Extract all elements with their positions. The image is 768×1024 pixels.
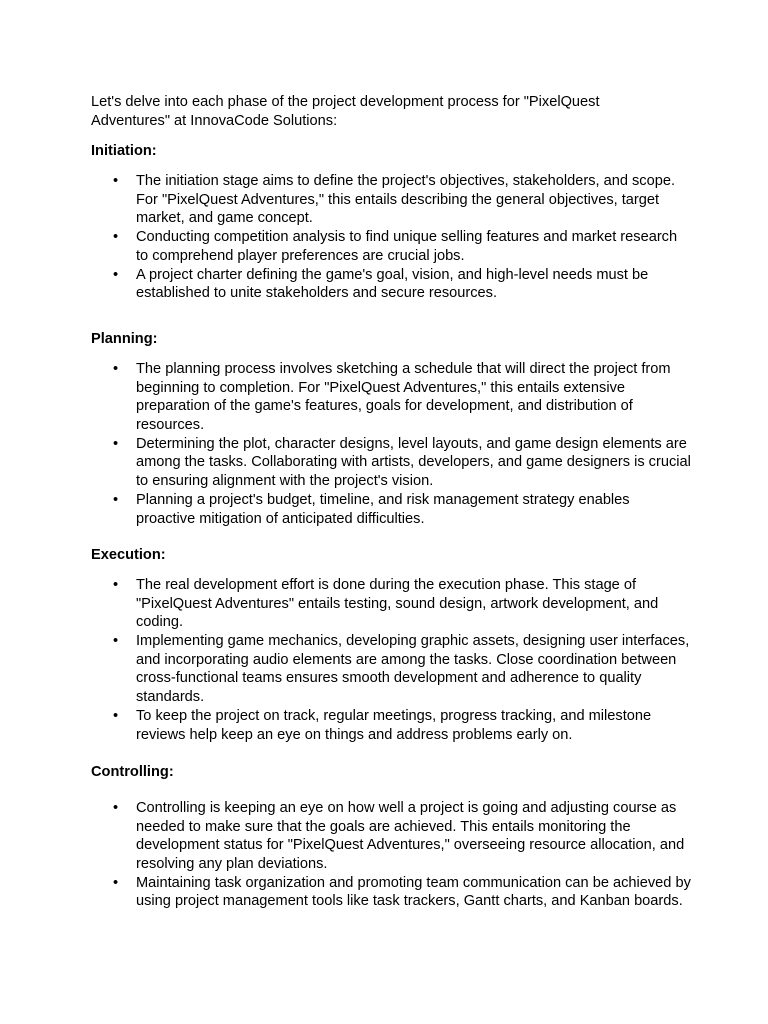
execution-list: [91, 576, 691, 745]
list-item: [91, 707, 691, 744]
list-item-text: The real development effort is done during the execution phase. This stage of "PixelQuest Adventures" entails testing, sound design, artwork development, and coding.: [136, 577, 659, 631]
planning-list: [91, 360, 691, 529]
list-item-text: The planning process involves sketching a schedule that will direct the project from beginning to completion. For "PixelQuest Adventures," this entails extensive preparation of the game's features, goals for development, and distribution of resources.: [136, 361, 671, 433]
bullet-icon: •: [113, 800, 119, 816]
bullet-icon: •: [113, 633, 119, 650]
list-item-text: A project charter defining the game's goal, vision, and high-level needs must be established to unite stakeholders and secure resources.: [136, 266, 649, 302]
controlling-list: [91, 799, 691, 911]
bullet-icon: •: [113, 577, 119, 593]
list-item: [91, 491, 691, 528]
list-item-text: Controlling is keeping an eye on how well a project is going and adjusting course as needed to make sure that the goals are achieved. This entails monitoring the development status for "PixelQuest Adventures," overseeing resource allocation, and resolving any plan deviations.: [136, 800, 685, 872]
heading-initiation: Initiation:: [91, 143, 157, 159]
intro-paragraph: Let's delve into each phase of the project development process for "PixelQuest Adventures" at InnovaCode Solutions:: [91, 94, 600, 129]
bullet-icon: •: [113, 229, 119, 246]
list-item-text: Conducting competition analysis to find unique selling features and market research to comprehend player preferences are crucial jobs.: [136, 229, 678, 264]
list-item-text: To keep the project on track, regular meetings, progress tracking, and milestone reviews help keep an eye on things and address problems early on.: [136, 707, 652, 743]
bullet-icon: •: [113, 874, 119, 891]
bullet-icon: •: [113, 173, 119, 189]
list-item-text: The initiation stage aims to define the project's objectives, stakeholders, and scope. For "PixelQuest Adventures," this entails describing the general objectives, target market, and game concept.: [136, 173, 676, 227]
bullet-icon: •: [113, 491, 119, 508]
list-item: [91, 360, 691, 434]
heading-execution: Execution:: [91, 547, 166, 563]
list-item: [91, 576, 691, 632]
list-item-text: Planning a project's budget, timeline, and risk management strategy enables proactive mitigation of anticipated difficulties.: [136, 491, 630, 527]
list-item: [91, 435, 691, 491]
list-item: [91, 172, 691, 228]
bullet-icon: •: [113, 266, 119, 283]
initiation-list: [91, 172, 691, 303]
list-item: [91, 799, 691, 873]
list-item: [91, 874, 691, 911]
list-item: [91, 266, 691, 303]
list-item-text: Determining the plot, character designs, level layouts, and game design elements are among the tasks. Collaborating with artists, developers, and game designers is crucial to ensuring alignment with the project's vision.: [136, 435, 691, 489]
list-item: [91, 632, 691, 706]
list-item-text: Implementing game mechanics, developing graphic assets, designing user interfaces, and incorporating audio elements are among the tasks. Close coordination between cross-functional teams ensures smooth development and adherence to quality standards.: [136, 633, 690, 705]
list-item-text: Maintaining task organization and promoting team communication can be achieved by using project management tools like task trackers, Gantt charts, and Kanban boards.: [136, 874, 691, 910]
heading-planning: Planning:: [91, 331, 158, 347]
bullet-icon: •: [113, 707, 119, 724]
list-item: [91, 228, 691, 265]
bullet-icon: •: [113, 435, 119, 452]
heading-controlling: Controlling:: [91, 764, 174, 780]
bullet-icon: •: [113, 361, 119, 377]
